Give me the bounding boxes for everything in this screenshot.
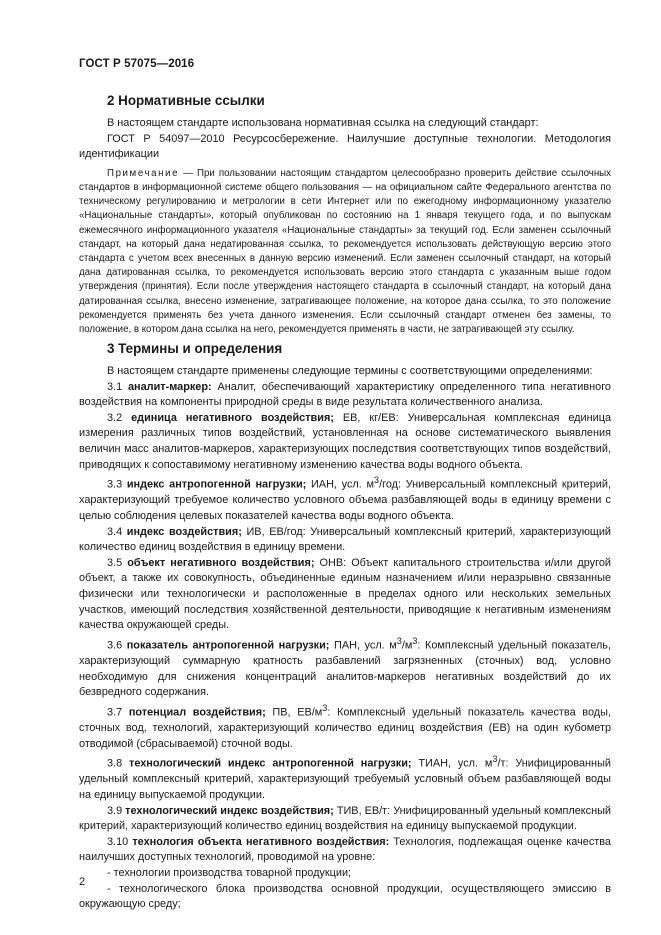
section-3-intro: В настоящем стандарте применены следующие термины с соответствующими определениями: xyxy=(107,365,593,377)
section-2-reference: ГОСТ Р 54097—2010 Ресурсосбережение. Наилучшие доступные технологии. Методология идентификации xyxy=(79,132,611,161)
term-name: технологический индекс антропогенной нагрузки; xyxy=(128,757,412,770)
term-definition: ЕВ, кг/ЕВ: Универсальная комплексная единица измерения различных типов воздействий, установленная на основе систематического выявления величин масс аналитов-маркеров, характеризующих последствия соответствующих типов воздействий, приводящих к сопоставимому негативному изменению качества воды водного объекта. xyxy=(79,411,611,471)
superscript: 3 xyxy=(412,635,418,646)
term-3-1 xyxy=(79,380,611,411)
superscript: 3 xyxy=(322,702,328,713)
term-definition: ПВ, ЕВ/м xyxy=(265,706,323,719)
term-name: показатель антропогенной нагрузки; xyxy=(126,639,330,652)
superscript: 3 xyxy=(396,635,402,646)
term-number: 3.6 xyxy=(107,639,127,652)
term-number: 3.3 xyxy=(107,478,127,491)
superscript: 3 xyxy=(374,475,380,486)
term-name: потенциал воздействия; xyxy=(128,706,266,719)
term-3-5 xyxy=(79,556,611,634)
term-3-9 xyxy=(79,804,611,835)
term-number: 3.9 xyxy=(107,804,126,817)
term-definition: ИАН, усл. м xyxy=(306,478,375,491)
term-definition: ТИАН, усл. м xyxy=(411,757,493,770)
term-definition: ТИВ, ЕВ/т: Унифицированный удельный комплексный критерий, характеризующий количество единиц воздействия на единицу выпускаемой продукции. xyxy=(79,804,612,833)
term-definition: Аналит, обеспечивающий характеристику определенного типа негативного воздействия на компоненты природной среды в виде результата количественного анализа. xyxy=(79,380,611,409)
term-name: индекс антропогенной нагрузки; xyxy=(126,478,307,491)
term-name: единица негативного воздействия; xyxy=(131,411,334,424)
standard-code-header: ГОСТ Р 57075—2016 xyxy=(79,58,195,70)
list-item: - технологии производства товарной продукции; xyxy=(107,866,352,879)
term-definition: ИВ, ЕВ/год: Универсальный комплексный критерий, характеризующий количество единиц воздействия в единицу времени. xyxy=(79,525,611,554)
term-definition-cont: : Комплексный удельный показатель качества воды, сточных вод, технологий, характеризующий количество единиц воздействия (ЕВ) на один кубометр отводимой (сбрасываемой) сточной воды. xyxy=(79,706,611,750)
term-number: 3.8 xyxy=(107,757,129,770)
page-number: 2 xyxy=(79,876,86,888)
term-name: технология объекта негативного воздействия: xyxy=(132,835,390,848)
term-name: индекс воздействия; xyxy=(126,525,242,538)
term-definition: Технология, подлежащая оценке качества наилучших доступных технологий, проводимой на уровне: xyxy=(79,835,611,864)
section-2-title: 2 Нормативные ссылки xyxy=(107,93,265,108)
term-definition: ОНВ: Объект капитального строительства и/или другой объект, а также их совокупность, объединенные единым назначением и/или неразрывно связанные физически или технологически и расположенные в пределах одного или нескольких земельных участков, имеющий последствия хозяйственной деятельности, приводящие к негативным изменениям качества окружающей среды. xyxy=(79,556,611,632)
term-number: 3.2 xyxy=(107,411,132,424)
list-item: - технологического блока производства основной продукции, осуществляющего эмиссию в окружающую среду; xyxy=(79,882,611,911)
note-label: Примечание xyxy=(107,167,180,179)
term-definition-cont: /год: Универсальный комплексный критерий, характеризующий требуемое количество условного объема разбавляющей воды в единицу времени с целью соблюдения целевых показателей качества воды водного объекта. xyxy=(79,478,611,522)
term-name: объект негативного воздействия; xyxy=(127,556,315,569)
term-3-3 xyxy=(79,473,611,524)
term-number: 3.1 xyxy=(107,380,128,393)
term-3-7 xyxy=(79,701,611,752)
term-number: 3.5 xyxy=(107,556,128,569)
note-text: — При пользовании настоящим стандартом целесообразно проверить действие ссылочных стандартов в информационной системе общего пользования — на официальном сайте Федерального агентства по техническому регулированию и метрологии в сети Интернет или по ежегодному информационному указателю «Национальные стандарты», который опубликован по состоянию на 1 января текущего года, и по выпускам ежемесячного информационного указателя «Национальные стандарты» за текущий год. Если заменен ссылочный стандарт, на который дана недатированная ссылка, то рекомендуется использовать действующую версию этого стандарта с учетом всех внесенных в данную версию изменений. Если заменен ссылочный стандарт, на который дана датированная ссылка, то рекомендуется использовать версию этого стандарта с указанным выше годом утверждения (принятия). Если после утверждения настоящего стандарта в ссылочный стандарт, на который дана датированная ссылка, внесено изменение, затрагивающее положение, на которое дана ссылка, то это положение рекомендуется применять без учета данного изменения. Если ссылочный стандарт отменен без замены, то положение, в котором дана ссылка на него, рекомендуется применять в части, не затрагивающей эту ссылку. xyxy=(79,167,611,336)
term-definition-cont: /т: Унифицированный удельный комплексный критерий, характеризующий требуемый условный объем разбавляющей воды на единицу выпускаемой продукции. xyxy=(79,757,611,801)
term-definition-cont: : Комплексный удельный показатель, характеризующий суммарную кратность разбавлений загрязненных (сточных) вод, условно необходимую для снижения концентраций аналитов-маркеров негативных воздействий до их безвредного содержания. xyxy=(79,639,611,699)
superscript: 3 xyxy=(492,754,498,765)
term-3-10 xyxy=(79,835,611,866)
term-3-6 xyxy=(79,634,611,701)
section-3-title: 3 Термины и определения xyxy=(107,341,283,356)
term-3-2 xyxy=(79,411,611,473)
term-number: 3.4 xyxy=(107,525,127,538)
term-definition-cont: /м xyxy=(401,639,413,652)
section-2-body xyxy=(79,116,611,337)
term-3-8 xyxy=(79,752,611,803)
section-2-intro: В настоящем стандарте использована нормативная ссылка на следующий стандарт: xyxy=(107,117,539,129)
term-name: аналит-маркер: xyxy=(127,380,212,393)
term-number: 3.7 xyxy=(107,706,129,719)
section-2-note xyxy=(79,167,611,337)
term-number: 3.10 xyxy=(107,835,133,848)
section-3-body xyxy=(79,364,611,913)
term-3-4 xyxy=(79,525,611,556)
term-definition: ПАН, усл. м xyxy=(329,639,397,652)
term-name: технологический индекс воздействия; xyxy=(125,804,334,817)
